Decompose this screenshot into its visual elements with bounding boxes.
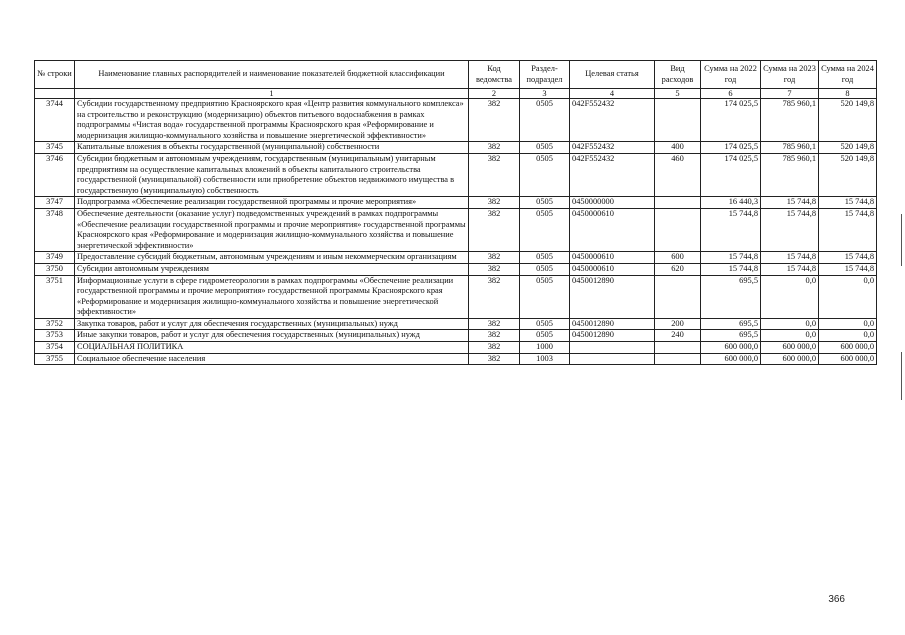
- row-section: 1000: [520, 342, 570, 354]
- column-number: 3: [520, 89, 570, 99]
- row-name: Предоставление субсидий бюджетным, автономным учреждениям и иным некоммерческим организациям: [75, 252, 469, 264]
- row-section: 1003: [520, 353, 570, 365]
- row-sum-2022: 15 744,8: [701, 208, 761, 251]
- row-number: 3748: [35, 208, 75, 251]
- row-name: СОЦИАЛЬНАЯ ПОЛИТИКА: [75, 342, 469, 354]
- row-sum-2023: 785 960,1: [761, 99, 819, 142]
- row-target: [570, 342, 655, 354]
- row-number: 3746: [35, 153, 75, 196]
- row-sum-2023: 15 744,8: [761, 208, 819, 251]
- row-section: 0505: [520, 318, 570, 330]
- row-target: 0450012890: [570, 275, 655, 318]
- row-target: 042F552432: [570, 153, 655, 196]
- row-sum-2023: 0,0: [761, 275, 819, 318]
- row-expense-type: 240: [655, 330, 701, 342]
- row-target: [570, 353, 655, 365]
- row-dept-code: 382: [469, 318, 520, 330]
- row-target: 0450012890: [570, 330, 655, 342]
- row-sum-2022: 695,5: [701, 330, 761, 342]
- row-dept-code: 382: [469, 330, 520, 342]
- column-number: [35, 89, 75, 99]
- row-sum-2024: 15 744,8: [819, 252, 877, 264]
- scan-edge-mark: [901, 214, 902, 266]
- column-number: 2: [469, 89, 520, 99]
- row-section: 0505: [520, 252, 570, 264]
- row-sum-2024: 0,0: [819, 318, 877, 330]
- row-sum-2023: 600 000,0: [761, 342, 819, 354]
- row-dept-code: 382: [469, 153, 520, 196]
- row-section: 0505: [520, 330, 570, 342]
- row-sum-2022: 174 025,5: [701, 153, 761, 196]
- row-sum-2023: 15 744,8: [761, 263, 819, 275]
- row-dept-code: 382: [469, 142, 520, 154]
- row-name: Иные закупки товаров, работ и услуг для обеспечения государственных (муниципальных) нужд: [75, 330, 469, 342]
- row-number: 3745: [35, 142, 75, 154]
- row-target: 042F552432: [570, 99, 655, 142]
- table-row: [35, 208, 877, 251]
- header-target: Целевая статья: [570, 61, 655, 89]
- row-expense-type: [655, 99, 701, 142]
- row-dept-code: 382: [469, 252, 520, 264]
- row-target: 0450000000: [570, 197, 655, 209]
- row-sum-2024: 0,0: [819, 330, 877, 342]
- table-body: [35, 99, 877, 365]
- table-row: [35, 142, 877, 154]
- row-sum-2023: 0,0: [761, 318, 819, 330]
- row-target: 0450000610: [570, 208, 655, 251]
- row-number: 3754: [35, 342, 75, 354]
- row-name: Социальное обеспечение населения: [75, 353, 469, 365]
- column-number: 1: [75, 89, 469, 99]
- column-number: 6: [701, 89, 761, 99]
- row-name: Информационные услуги в сфере гидрометеорологии в рамках подпрограммы «Обеспечение реализации государственной программы и прочие мероприятия» государственной программы Красноярского края «Реформирование и модернизация жилищно-коммунального хозяйства и повышение энергетической эффективности»: [75, 275, 469, 318]
- row-expense-type: [655, 197, 701, 209]
- header-expense-type: Вид расходов: [655, 61, 701, 89]
- row-name: Субсидии бюджетным и автономным учреждениям, государственным (муниципальным) унитарным предприятиям на осуществление капитальных вложений в объекты капитального строительства государственной (муниципальной) собственности или приобретение объектов недвижимого имущества в государственную (муниципальную) собственность: [75, 153, 469, 196]
- row-sum-2023: 15 744,8: [761, 252, 819, 264]
- row-target: 0450000610: [570, 263, 655, 275]
- row-sum-2023: 600 000,0: [761, 353, 819, 365]
- row-sum-2022: 174 025,5: [701, 142, 761, 154]
- column-number: 5: [655, 89, 701, 99]
- row-section: 0505: [520, 142, 570, 154]
- header-sum-2022: Сумма на 2022 год: [701, 61, 761, 89]
- row-sum-2022: 15 744,8: [701, 263, 761, 275]
- table-row: [35, 197, 877, 209]
- row-name: Субсидии автономным учреждениям: [75, 263, 469, 275]
- table-row: [35, 252, 877, 264]
- header-name: Наименование главных распорядителей и наименование показателей бюджетной классификации: [75, 61, 469, 89]
- row-dept-code: 382: [469, 275, 520, 318]
- table-header-row: [35, 61, 877, 89]
- row-sum-2024: 520 149,8: [819, 99, 877, 142]
- budget-table: [34, 60, 877, 365]
- row-sum-2023: 785 960,1: [761, 142, 819, 154]
- page-number: 366: [828, 594, 845, 605]
- column-number: 7: [761, 89, 819, 99]
- row-sum-2022: 174 025,5: [701, 99, 761, 142]
- row-number: 3753: [35, 330, 75, 342]
- row-sum-2024: 15 744,8: [819, 208, 877, 251]
- row-sum-2023: 0,0: [761, 330, 819, 342]
- row-sum-2022: 600 000,0: [701, 342, 761, 354]
- row-sum-2024: 600 000,0: [819, 353, 877, 365]
- row-number: 3755: [35, 353, 75, 365]
- row-name: Субсидии государственному предприятию Красноярского края «Центр развития коммунального комплекса» на строительство и реконструкцию (модернизацию) объектов питьевого водоснабжения в рамках подпрограммы «Чистая вода» государственной программы Красноярского края «Реформирование и модернизация жилищно-коммунального хозяйства и повышение энергетической эффективности»: [75, 99, 469, 142]
- row-sum-2024: 600 000,0: [819, 342, 877, 354]
- row-sum-2022: 16 440,3: [701, 197, 761, 209]
- table-row: [35, 153, 877, 196]
- row-name: Обеспечение деятельности (оказание услуг) подведомственных учреждений в рамках подпрограммы «Обеспечение реализации государственной программы и прочие мероприятия» государственной программы Красноярского края «Реформирование и модернизация жилищно-коммунального хозяйства и повышение энергетической эффективности»: [75, 208, 469, 251]
- row-sum-2023: 15 744,8: [761, 197, 819, 209]
- row-sum-2023: 785 960,1: [761, 153, 819, 196]
- row-number: 3744: [35, 99, 75, 142]
- row-expense-type: [655, 208, 701, 251]
- row-number: 3749: [35, 252, 75, 264]
- row-section: 0505: [520, 263, 570, 275]
- row-sum-2024: 520 149,8: [819, 153, 877, 196]
- header-sum-2024: Сумма на 2024 год: [819, 61, 877, 89]
- row-expense-type: [655, 353, 701, 365]
- row-dept-code: 382: [469, 353, 520, 365]
- row-section: 0505: [520, 208, 570, 251]
- column-number: 4: [570, 89, 655, 99]
- row-expense-type: 600: [655, 252, 701, 264]
- row-name: Капитальные вложения в объекты государственной (муниципальной) собственности: [75, 142, 469, 154]
- row-sum-2022: 695,5: [701, 275, 761, 318]
- table-row: [35, 263, 877, 275]
- header-section: Раздел-подраздел: [520, 61, 570, 89]
- row-name: Подпрограмма «Обеспечение реализации государственной программы и прочие мероприятия»: [75, 197, 469, 209]
- row-sum-2024: 15 744,8: [819, 197, 877, 209]
- row-dept-code: 382: [469, 342, 520, 354]
- row-sum-2022: 600 000,0: [701, 353, 761, 365]
- row-section: 0505: [520, 153, 570, 196]
- scan-edge-mark: [901, 352, 902, 400]
- row-sum-2024: 520 149,8: [819, 142, 877, 154]
- row-target: 0450012890: [570, 318, 655, 330]
- row-target: 042F552432: [570, 142, 655, 154]
- table-row: [35, 318, 877, 330]
- row-sum-2024: 0,0: [819, 275, 877, 318]
- row-dept-code: 382: [469, 197, 520, 209]
- row-dept-code: 382: [469, 208, 520, 251]
- row-sum-2022: 695,5: [701, 318, 761, 330]
- table-row: [35, 330, 877, 342]
- header-row-no: № строки: [35, 61, 75, 89]
- table-row: [35, 275, 877, 318]
- row-number: 3750: [35, 263, 75, 275]
- row-section: 0505: [520, 275, 570, 318]
- row-expense-type: 620: [655, 263, 701, 275]
- row-number: 3747: [35, 197, 75, 209]
- row-sum-2022: 15 744,8: [701, 252, 761, 264]
- row-expense-type: 460: [655, 153, 701, 196]
- row-name: Закупка товаров, работ и услуг для обеспечения государственных (муниципальных) нужд: [75, 318, 469, 330]
- row-section: 0505: [520, 99, 570, 142]
- column-numbers-row: [35, 89, 877, 99]
- table-row: [35, 99, 877, 142]
- column-number: 8: [819, 89, 877, 99]
- row-dept-code: 382: [469, 263, 520, 275]
- table-row: [35, 353, 877, 365]
- row-expense-type: 200: [655, 318, 701, 330]
- table-row: [35, 342, 877, 354]
- header-sum-2023: Сумма на 2023 год: [761, 61, 819, 89]
- row-expense-type: [655, 275, 701, 318]
- row-section: 0505: [520, 197, 570, 209]
- row-sum-2024: 15 744,8: [819, 263, 877, 275]
- row-target: 0450000610: [570, 252, 655, 264]
- row-expense-type: 400: [655, 142, 701, 154]
- row-number: 3752: [35, 318, 75, 330]
- row-number: 3751: [35, 275, 75, 318]
- row-expense-type: [655, 342, 701, 354]
- header-dept-code: Код ведомства: [469, 61, 520, 89]
- row-dept-code: 382: [469, 99, 520, 142]
